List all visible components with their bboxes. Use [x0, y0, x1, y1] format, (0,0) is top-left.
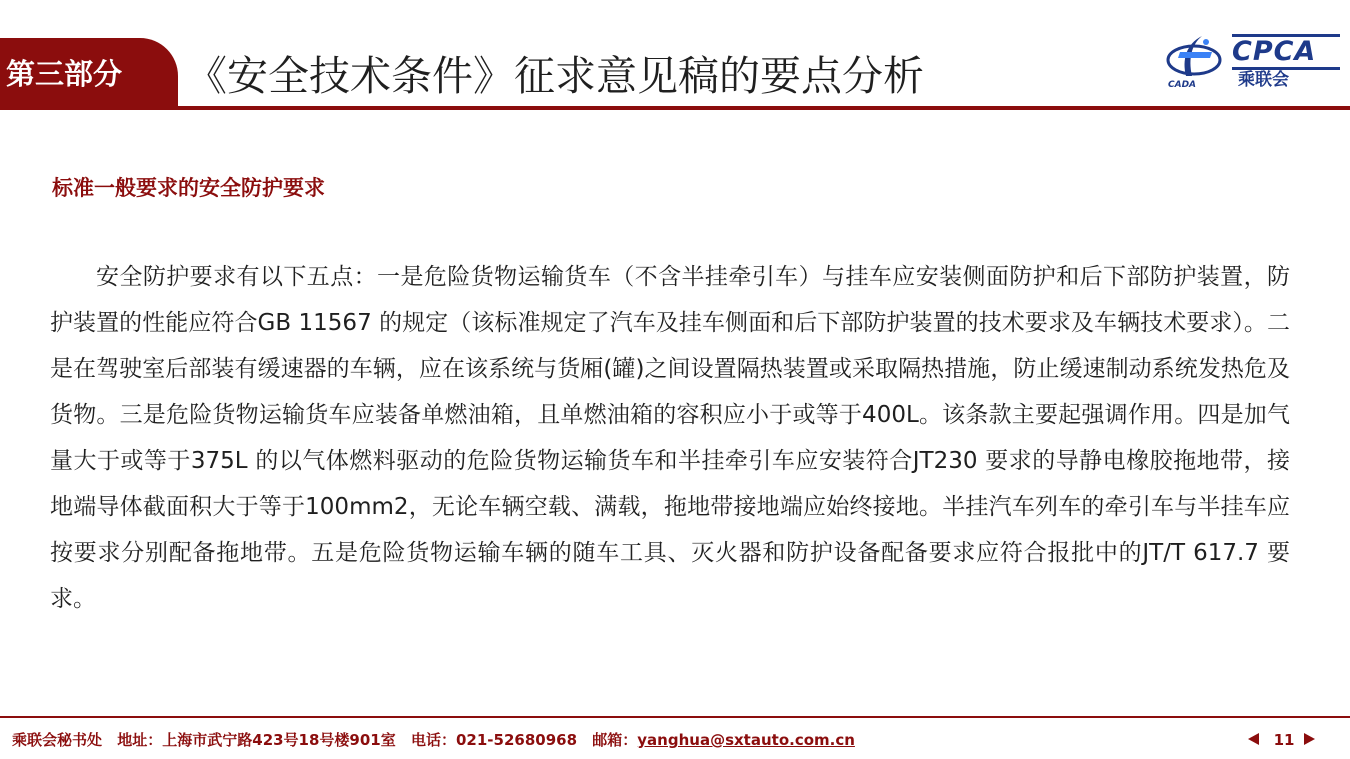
previous-page-icon[interactable]	[1248, 733, 1259, 745]
cada-label: CADA	[1168, 80, 1197, 90]
slide-title: 《安全技术条件》征求意见稿的要点分析	[186, 52, 924, 100]
page-navigator	[1240, 729, 1320, 751]
header-divider	[178, 106, 1350, 110]
footer-email-label: 邮箱：	[592, 731, 638, 749]
cpca-logo-subtitle: 乘联会	[1238, 70, 1289, 90]
footer-email-link[interactable]: yanghua@sxtauto.com.cn	[637, 731, 855, 749]
footer-info	[12, 729, 865, 751]
footer-address: 地址：上海市武宁路423号18号楼901室	[117, 731, 396, 749]
footer-org: 乘联会秘书处	[12, 731, 103, 749]
section-label: 第三部分	[6, 57, 123, 91]
page-number: 11	[1273, 731, 1295, 749]
footer-phone: 电话：021-52680968	[410, 731, 578, 749]
slide-header	[0, 0, 1350, 118]
footer-divider	[0, 716, 1350, 718]
cpca-logo-text: CPCA	[1232, 34, 1340, 70]
body-paragraph: 安全防护要求有以下五点：一是危险货物运输货车（不含半挂牵引车）与挂车应安装侧面防护和后下部防护装置，防护装置的性能应符合GB 11567 的规定（该标准规定了汽车及挂车侧面和后下部防护装置的技术要求及车辆技术要求）。二是在驾驶室后部装有缓速器的车辆，应在该系统与货厢(罐)之间设置隔热装置或采取隔热措施，防止缓速制动系统发热危及货物。三是危险货物运输货车应装备单燃油箱，且单燃油箱的容积应小于或等于400L。该条款主要起强调作用。四是加气量大于或等于375L 的以气体燃料驱动的危险货物运输货车和半挂牵引车应安装符合JT230 要求的导静电橡胶拖地带，接地端导体截面积大于等于100mm2，无论车辆空载、满载，拖地带接地端应始终接地。半挂汽车列车的牵引车与半挂车应按要求分别配备拖地带。五是危险货物运输车辆的随车工具、灭火器和防护设备配备要求应符合报批中的JT/T 617.7 要求。	[50, 264, 1290, 612]
next-page-icon[interactable]	[1304, 733, 1315, 745]
section-subheading: 标准一般要求的安全防护要求	[52, 176, 325, 200]
